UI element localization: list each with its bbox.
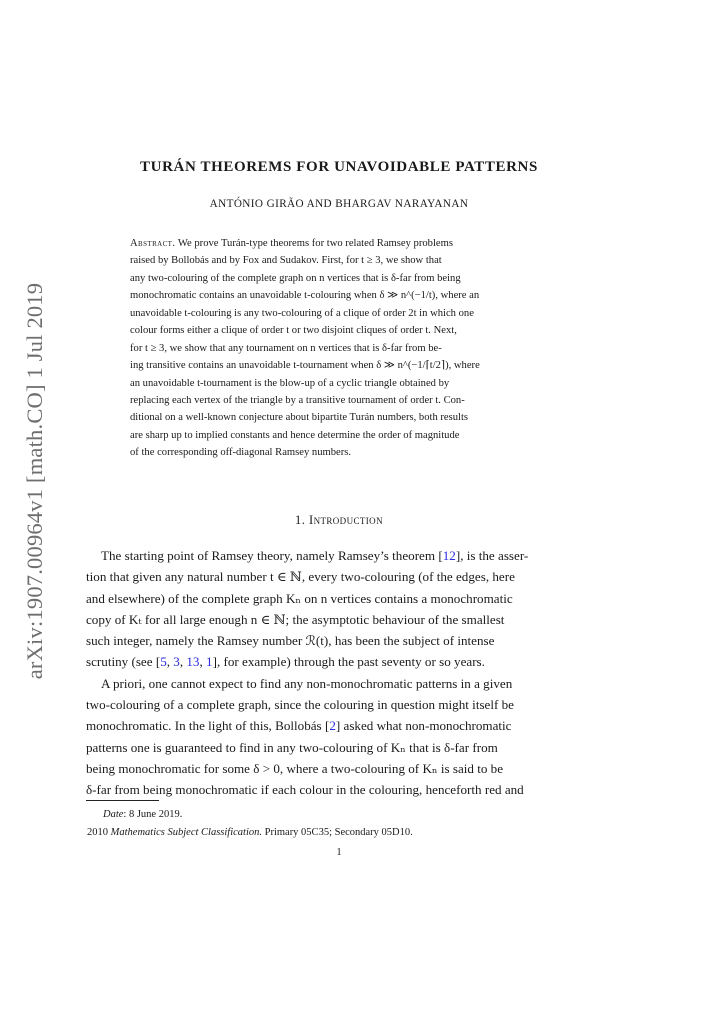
arxiv-sidebar [20, 282, 50, 680]
abstract-line: unavoidable t-colouring is any two-colouring of a clique of order 2t in which one [130, 307, 474, 319]
abstract-line: for t ≥ 3, we show that any tournament on n vertices that is δ-far from be- [130, 342, 442, 354]
citation-link[interactable]: 3 [173, 654, 180, 670]
paragraph-line: being monochromatic for some δ > 0, where a two-colouring of Kₙ is said to be [86, 760, 504, 776]
paragraph-line: monochromatic. In the light of this, Bollobás [2] asked what non-monochromatic [86, 718, 512, 734]
paragraph-line: copy of Kₜ for all large enough n ∈ ℕ; the asymptotic behaviour of the smallest [86, 611, 505, 627]
paragraph-line: A priori, one cannot expect to find any non-monochromatic patterns in a given [101, 675, 513, 691]
footnote-date: Date: 8 June 2019. [103, 809, 183, 820]
footnotes [87, 806, 413, 841]
section-number: 1. [295, 513, 306, 527]
paragraph-line: scrutiny (see [5, 3, 13, 1], for example) through the past seventy or so years. [86, 654, 485, 670]
abstract-line: of the corresponding off-diagonal Ramsey numbers. [130, 447, 352, 459]
abstract [130, 235, 548, 462]
abstract-line: raised by Bollobás and by Fox and Sudakov. First, for t ≥ 3, we show that [130, 255, 442, 267]
paragraph-line: and elsewhere) of the complete graph Kₙ on n vertices contains a monochromatic [86, 590, 513, 606]
paragraph-line: The starting point of Ramsey theory, namely Ramsey’s theorem [12], is the asser- [101, 548, 529, 563]
paper-title: TURÁN THEOREMS FOR UNAVOIDABLE PATTERNS [140, 159, 538, 175]
paragraph-line: two-colouring of a complete graph, since the colouring in question might itself be [86, 697, 514, 713]
citation-link[interactable]: 12 [442, 548, 456, 563]
paragraph-line: such integer, namely the Ramsey number ℛ(t), has been the subject of intense [86, 633, 495, 649]
citation-link[interactable]: 13 [186, 654, 200, 670]
page-number: 1 [336, 847, 342, 858]
abstract-line: colour forms either a clique of order t or two disjoint cliques of order t. Next, [130, 325, 457, 337]
abstract-line: an unavoidable t-tournament is the blow-up of a cyclic triangle obtained by [130, 377, 450, 389]
abstract-line: any two-colouring of the complete graph on n vertices that is δ-far from being [130, 272, 461, 284]
abstract-line: replacing each vertex of the triangle by a transitive tournament of order t. Con- [130, 394, 465, 406]
abstract-line: ing transitive contains an unavoidable t-tournament when δ ≫ n^(−1/⌈t/2⌉), where [130, 360, 480, 372]
footnote-msc: 2010 Mathematics Subject Classification. Primary 05C35; Secondary 05D10. [87, 826, 413, 838]
paragraph-line: δ-far from being monochromatic if each colour in the colouring, henceforth red and [86, 782, 524, 798]
citation-link[interactable]: 2 [329, 718, 336, 734]
abstract-line: monochromatic contains an unavoidable t-colouring when δ ≫ n^(−1/t), where an [130, 290, 480, 302]
abstract-line: Abstract. We prove Turán-type theorems for two related Ramsey problems [130, 238, 453, 249]
footnote-rule [86, 800, 159, 801]
citation-link[interactable]: 1 [206, 654, 213, 670]
section-heading [0, 513, 678, 528]
paragraph-line: tion that given any natural number t ∈ ℕ, every two-colouring (of the edges, here [86, 569, 515, 585]
arxiv-identifier: arXiv:1907.00964v1 [math.CO] 1 Jul 2019 [22, 282, 47, 680]
body-text [86, 545, 591, 801]
section-title: Introduction [309, 513, 383, 527]
abstract-label: Abstract. [130, 238, 176, 249]
paper-authors: ANTÓNIO GIRÃO AND BHARGAV NARAYANAN [209, 198, 469, 210]
paragraph-line: patterns one is guaranteed to find in any two-colouring of Kₙ that is δ-far from [86, 739, 498, 755]
abstract-line: ditional on a well-known conjecture about bipartite Turán numbers, both results [130, 412, 469, 424]
abstract-line: are sharp up to implied constants and hence determine the order of magnitude [130, 429, 460, 441]
citation-link[interactable]: 5 [160, 654, 167, 670]
